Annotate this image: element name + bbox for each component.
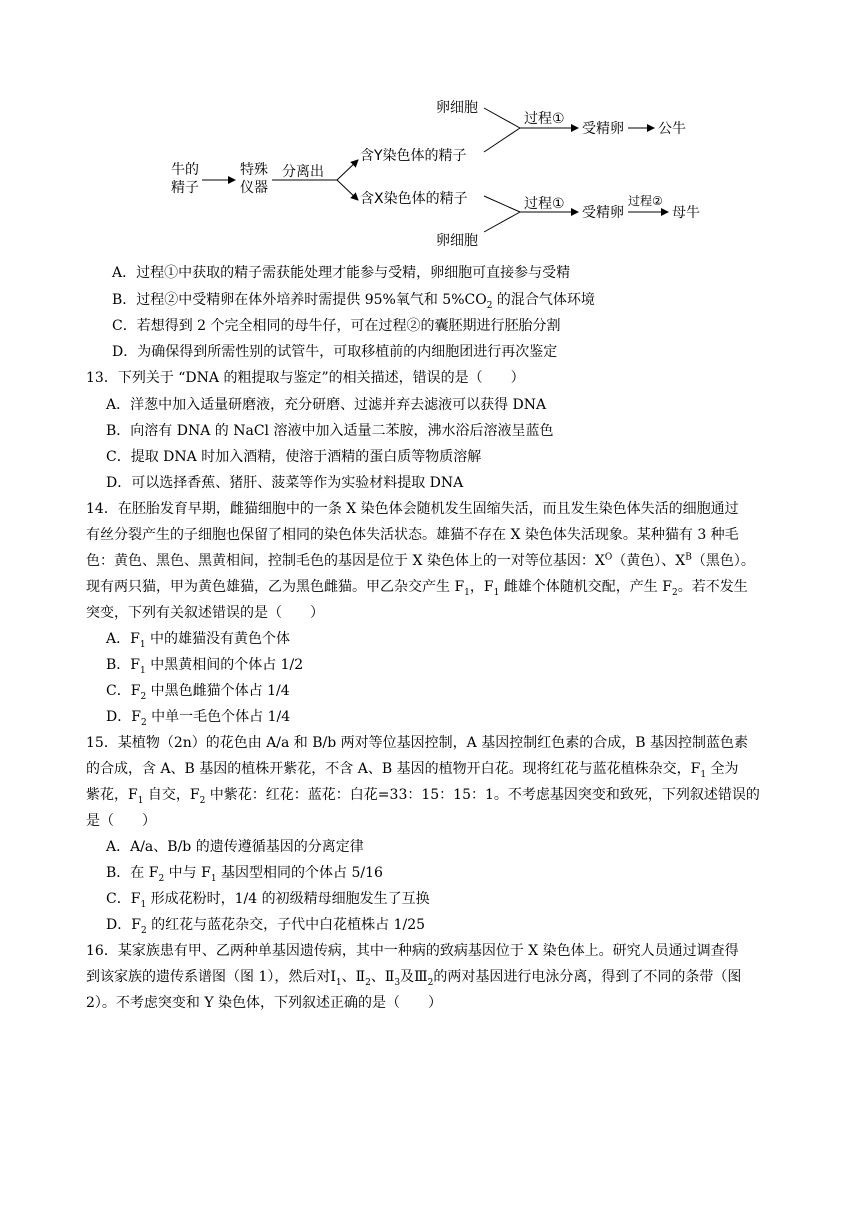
fertilized-bottom-label: 受精卵 xyxy=(582,205,624,221)
x-sperm-label: 含X染色体的精子 xyxy=(360,191,468,207)
q14-stem-line-5: 突变，下列有关叙述错误的是（ ） xyxy=(86,605,324,621)
merge-bottom-a xyxy=(484,196,520,212)
q16-stem-line-2: 到该家族的遗传系谱图（图 1），然后对$Ⅰ_1$、$Ⅱ_2$、$Ⅱ_3$及$Ⅲ_2$的两对基因进行电泳分离，得到了不同的条带（图 xyxy=(86,969,742,988)
embryo-process-diagram xyxy=(0,0,860,260)
branch-up-arrow xyxy=(337,160,358,180)
q14-option-c: C．$F_2$ 中黑色雌猫个体占 1/4 xyxy=(106,683,290,702)
merge-bottom-b xyxy=(484,212,520,232)
q12-option-c: C．若想得到 2 个完全相同的母牛仔，可在过程②的囊胚期进行胚胎分割 xyxy=(112,318,561,334)
q15-option-c: C．$F_1$ 形成花粉时，1/4 的初级精母细胞发生了互换 xyxy=(106,891,430,910)
q15-stem-line-1: 15．某植物（2n）的花色由 A/a 和 B/b 两对等位基因控制，A 基因控制红色素的合成，B 基因控制蓝色素 xyxy=(86,735,748,751)
egg-cell-top-label: 卵细胞 xyxy=(436,100,478,116)
sperm-source-label-2: 精子 xyxy=(171,180,199,196)
merge-top-a xyxy=(484,108,520,128)
q14-option-a: A．$F_1$ 中的雄猫没有黄色个体 xyxy=(106,631,291,650)
q12-option-a: A．过程①中获取的精子需获能处理才能参与受精，卵细胞可直接参与受精 xyxy=(112,265,571,281)
process2-label: 过程② xyxy=(628,194,663,208)
q13-option-b: B．向溶有 DNA 的 NaCl 溶液中加入适量二苯胺，沸水浴后溶液呈蓝色 xyxy=(106,423,554,439)
process1-top-label: 过程① xyxy=(524,111,565,127)
female-cattle-label: 母牛 xyxy=(672,205,700,221)
egg-cell-bottom-label: 卵细胞 xyxy=(436,233,478,249)
fertilized-top-label: 受精卵 xyxy=(582,121,624,137)
q15-option-a: A．A/a、B/b 的遗传遵循基因的分离定律 xyxy=(106,839,364,855)
branch-down-arrow xyxy=(337,180,358,200)
q14-stem-line-2: 有丝分裂产生的子细胞也保留了相同的染色体失活状态。雄猫不存在 X 染色体失活现象。某种猫有 3 种毛 xyxy=(86,527,739,543)
q16-stem-line-3: 2）。不考虑突变和 Y 染色体，下列叙述正确的是（ ） xyxy=(86,995,443,1011)
q15-stem-line-4: 是（ ） xyxy=(86,813,156,829)
q12-option-d: D．为确保得到所需性别的试管牛，可取移植前的内细胞团进行再次鉴定 xyxy=(112,344,558,360)
q13-option-a: A．洋葱中加入适量研磨液，充分研磨、过滤并弃去滤液可以获得 DNA xyxy=(106,397,547,413)
q16-stem-line-1: 16．某家族患有甲、乙两种单基因遗传病，其中一种病的致病基因位于 X 染色体上。研究人员通过调查得 xyxy=(86,943,739,959)
instrument-label-2: 仪器 xyxy=(240,180,268,196)
q15-stem-line-3: 紫花，$F_1$ 自交，$F_2$ 中紫花：红花：蓝花：白花=33：15：15：1。不考虑基因突变和致死，下列叙述错误的 xyxy=(86,787,760,806)
q15-option-b: B．在 $F_2$ 中与 $F_1$ 基因型相同的个体占 5/16 xyxy=(106,865,383,884)
process1-bottom-label: 过程① xyxy=(524,196,565,212)
q14-stem-line-1: 14．在胚胎发育早期，雌猫细胞中的一条 X 染色体会随机发生固缩失活，而且发生染色体失活的细胞通过 xyxy=(86,501,739,517)
q14-option-b: B．$F_1$ 中黑黄相间的个体占 1/2 xyxy=(106,657,304,676)
q13-option-c: C．提取 DNA 时加入酒精，使溶于酒精的蛋白质等物质溶解 xyxy=(106,449,482,465)
q14-option-d: D．$F_2$ 中单一毛色个体占 1/4 xyxy=(106,709,291,728)
separate-label: 分离出 xyxy=(282,164,324,180)
q13-stem: 13．下列关于 “DNA 的粗提取与鉴定”的相关描述，错误的是（ ） xyxy=(86,370,525,386)
q15-option-d: D．$F_2$ 的红花与蓝花杂交，子代中白花植株占 1/25 xyxy=(106,917,426,936)
merge-top-b xyxy=(484,128,520,152)
sperm-source-label-1: 牛的 xyxy=(171,162,199,178)
q13-option-d: D．可以选择香蕉、猪肝、菠菜等作为实验材料提取 DNA xyxy=(106,475,464,491)
y-sperm-label: 含Y染色体的精子 xyxy=(360,148,467,164)
q14-stem-line-3: 色：黄色、黑色、黑黄相间，控制毛色的基因是位于 X 染色体上的一对等位基因：$X^O$（黄色）、$X^B$（黑色）。 xyxy=(86,552,755,569)
q14-stem-line-4: 现有两只猫，甲为黄色雄猫，乙为黑色雌猫。甲乙杂交产生 $F_1$，$F_1$ 雌雄个体随机交配，产生 $F_2$。若不发生 xyxy=(86,579,748,598)
q15-stem-line-2: 的合成，含 A、B 基因的植株开紫花，不含 A、B 基因的植物开白花。现将红花与蓝花植株杂交，$F_1$ 全为 xyxy=(86,761,739,780)
instrument-label-1: 特殊 xyxy=(240,162,268,178)
male-cattle-label: 公牛 xyxy=(658,121,686,137)
q12-option-b: B．过程②中受精卵在体外培养时需提供 95%氧气和 $5\%CO_2$ 的混合气体环境 xyxy=(112,292,595,311)
